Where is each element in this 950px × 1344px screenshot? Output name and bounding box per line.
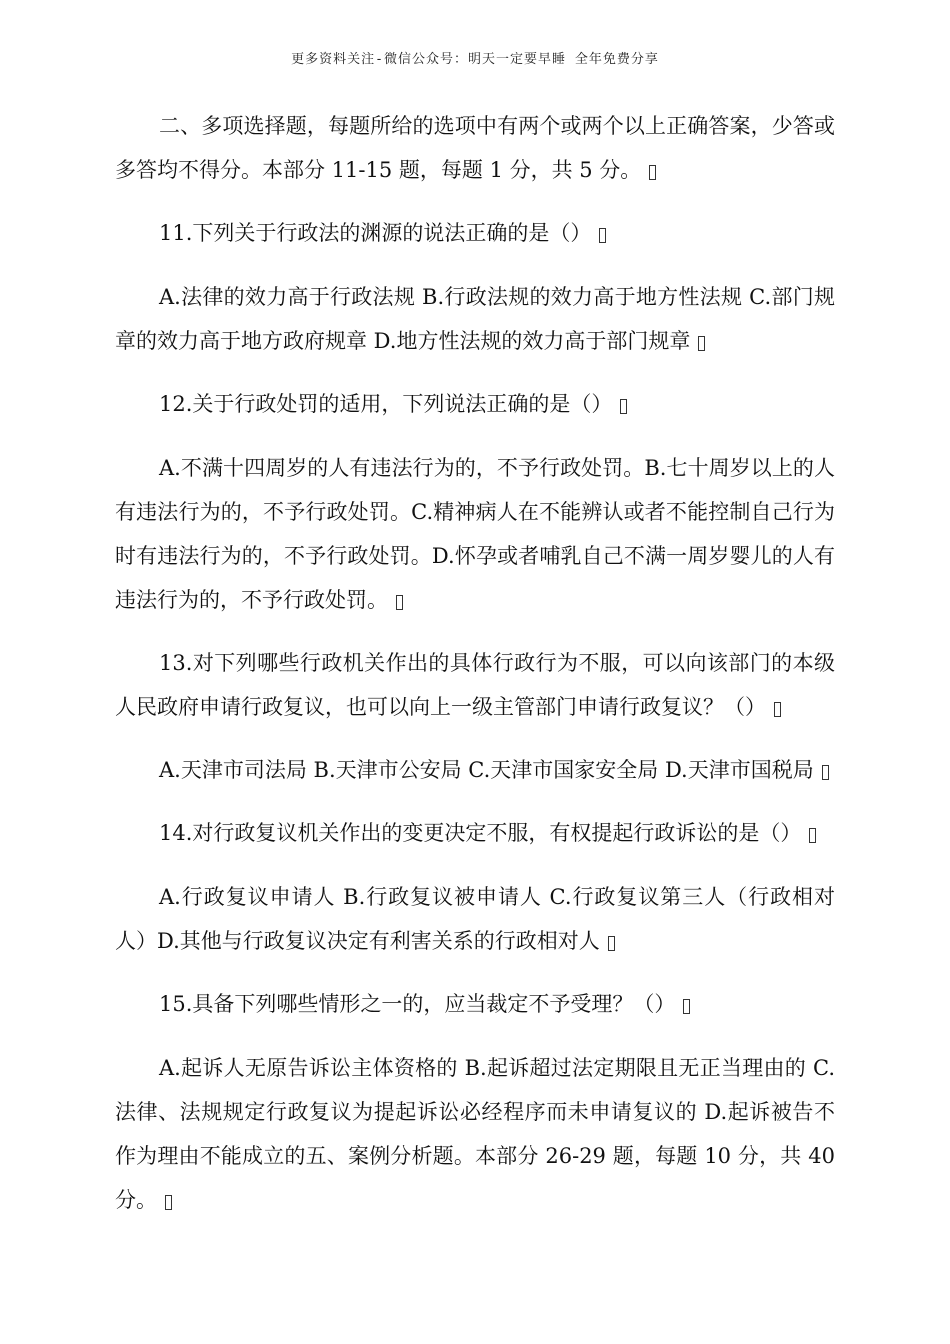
paragraph-text: 14.对行政复议机关作出的变更决定不服，有权提起行政诉讼的是（）	[159, 821, 802, 845]
options-11	[115, 275, 835, 363]
question-14	[115, 811, 835, 855]
document-body	[115, 104, 835, 1241]
paragraph-mark	[396, 595, 403, 610]
paragraph-mark	[809, 828, 816, 843]
paragraph-mark	[698, 336, 705, 351]
options-13	[115, 748, 835, 792]
options-12	[115, 446, 835, 622]
paragraph-mark	[649, 165, 656, 180]
paragraph-text: 13.对下列哪些行政机关作出的具体行政行为不服，可以向该部门的本级人民政府申请行政复议，也可以向上一级主管部门申请行政复议？（）	[115, 651, 835, 719]
paragraph-text: A.法律的效力高于行政法规 B.行政法规的效力高于地方性法规 C.部门规章的效力高于地方政府规章 D.地方性法规的效力高于部门规章	[115, 285, 835, 353]
paragraph-text: A.行政复议申请人 B.行政复议被申请人 C.行政复议第三人（行政相对人）D.其他与行政复议决定有利害关系的行政相对人	[115, 885, 835, 953]
paragraph-mark	[683, 999, 690, 1014]
paragraph-mark	[822, 765, 829, 780]
paragraph-mark	[599, 228, 606, 243]
question-13	[115, 641, 835, 729]
paragraph-text: 11.下列关于行政法的渊源的说法正确的是（）	[159, 221, 592, 245]
options-15	[115, 1046, 835, 1222]
question-15	[115, 982, 835, 1026]
paragraph-text: A.起诉人无原告诉讼主体资格的 B.起诉超过法定期限且无正当理由的 C.法律、法规规定行政复议为提起诉讼必经程序而未申请复议的 D.起诉被告不作为理由不能成立的五、案例分析题。本部分 26-29 题，每题 10 分，共 40 分。	[115, 1056, 835, 1212]
paragraph-mark	[774, 702, 781, 717]
paragraph-text: A.不满十四周岁的人有违法行为的，不予行政处罚。B.七十周岁以上的人有违法行为的，不予行政处罚。C.精神病人在不能辨认或者不能控制自己行为时有违法行为的，不予行政处罚。D.怀孕或者哺乳自己不满一周岁婴儿的人有违法行为的，不予行政处罚。	[115, 456, 835, 612]
paragraph-mark	[608, 936, 615, 951]
question-11	[115, 211, 835, 255]
paragraph-text: 12.关于行政处罚的适用，下列说法正确的是（）	[159, 392, 613, 416]
paragraph-text: 15.具备下列哪些情形之一的，应当裁定不予受理？（）	[159, 992, 676, 1016]
section-intro	[115, 104, 835, 192]
paragraph-mark	[165, 1195, 172, 1210]
question-12	[115, 382, 835, 426]
options-14	[115, 875, 835, 963]
paragraph-text: 二、多项选择题，每题所给的选项中有两个或两个以上正确答案，少答或多答均不得分。本部分 11-15 题，每题 1 分，共 5 分。	[115, 114, 835, 182]
paragraph-mark	[620, 399, 627, 414]
paragraph-text: A.天津市司法局 B.天津市公安局 C.天津市国家安全局 D.天津市国税局	[159, 758, 814, 782]
page-header: 更多资料关注-微信公众号：明天一定要早睡 全年免费分享	[291, 52, 659, 67]
